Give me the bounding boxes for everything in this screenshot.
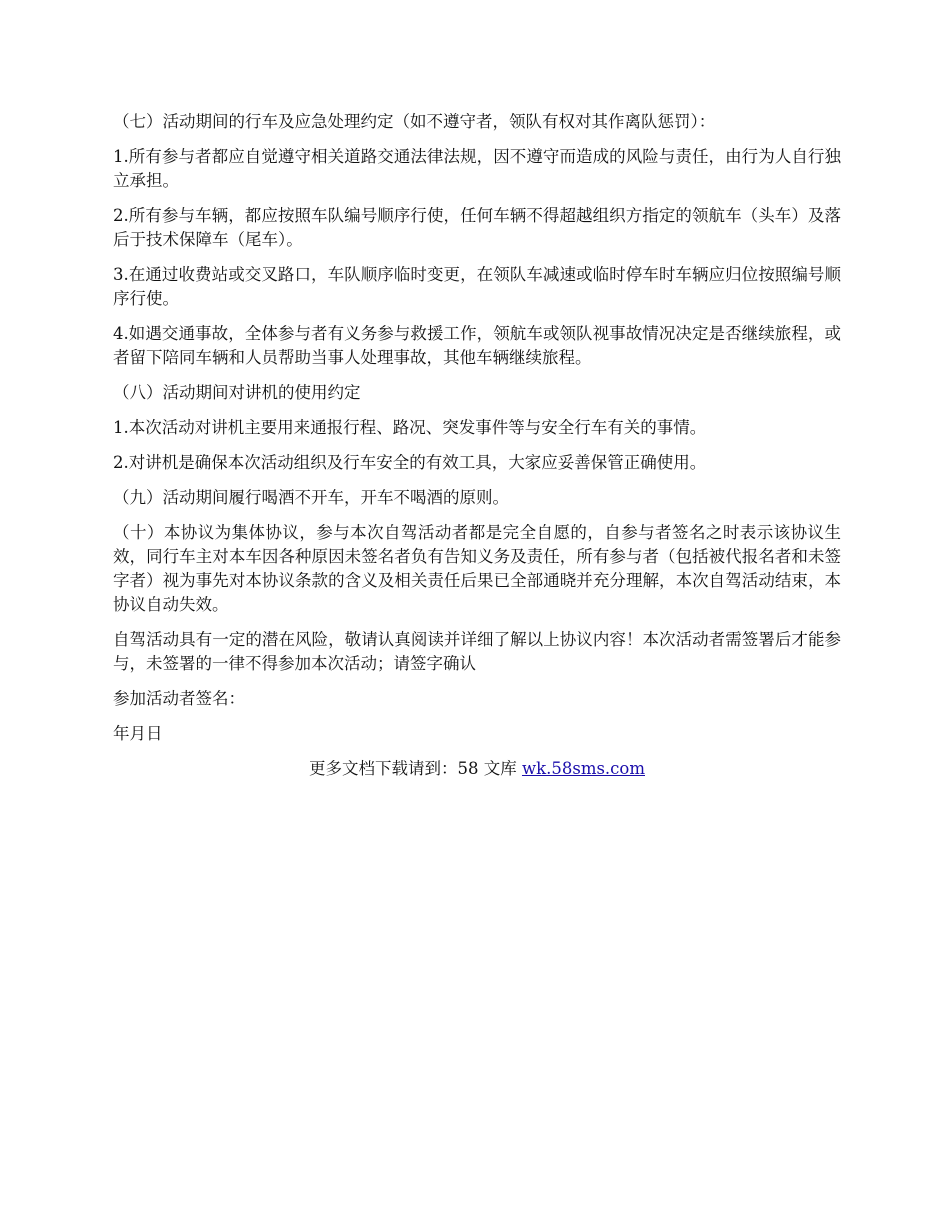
risk-notice-paragraph: 自驾活动具有一定的潜在风险，敬请认真阅读并详细了解以上协议内容！本次活动者需签署后才能参与，未签署的一律不得参加本次活动；请签字确认 — [113, 630, 841, 673]
document-page — [113, 110, 841, 781]
section-8-item-1: 1.本次活动对讲机主要用来通报行程、路况、突发事件等与安全行车有关的事情。 — [113, 418, 707, 437]
footer-prefix-text: 更多文档下载请到：58 文库 — [308, 759, 522, 778]
section-7-item-1: 1.所有参与者都应自觉遵守相关道路交通法律法规，因不遵守而造成的风险与责任，由行为人自行独立承担。 — [113, 147, 841, 190]
section-10-paragraph: （十）本协议为集体协议，参与本次自驾活动者都是完全自愿的，自参与者签名之时表示该协议生效，同行车主对本车因各种原因未签名者负有告知义务及责任，所有参与者（包括被代报名者和未签字者）视为事先对本协议条款的含义及相关责任后果已全部通晓并充分理解，本次自驾活动结束，本协议自动失效。 — [113, 523, 841, 614]
footer-website-link[interactable]: wk.58sms.com — [521, 759, 645, 778]
section-7-item-3: 3.在通过收费站或交叉路口，车队顺序临时变更，在领队车减速或临时停车时车辆应归位按照编号顺序行使。 — [113, 265, 841, 308]
section-8-item-2: 2.对讲机是确保本次活动组织及行车安全的有效工具，大家应妥善保管正确使用。 — [113, 453, 707, 472]
section-7-item-2: 2.所有参与车辆，都应按照车队编号顺序行使，任何车辆不得超越组织方指定的领航车（头车）及落后于技术保障车（尾车）。 — [113, 206, 841, 249]
section-8-heading: （八）活动期间对讲机的使用约定 — [113, 383, 361, 402]
date-line: 年月日 — [113, 724, 163, 743]
signature-line: 参加活动者签名： — [113, 689, 245, 708]
download-footer — [113, 757, 841, 781]
section-7-item-4: 4.如遇交通事故，全体参与者有义务参与救援工作，领航车或领队视事故情况决定是否继续旅程，或者留下陪同车辆和人员帮助当事人处理事故，其他车辆继续旅程。 — [113, 324, 841, 367]
section-9-heading: （九）活动期间履行喝酒不开车，开车不喝酒的原则。 — [113, 488, 509, 507]
section-7-heading: （七）活动期间的行车及应急处理约定（如不遵守者，领队有权对其作离队惩罚）： — [113, 112, 716, 131]
